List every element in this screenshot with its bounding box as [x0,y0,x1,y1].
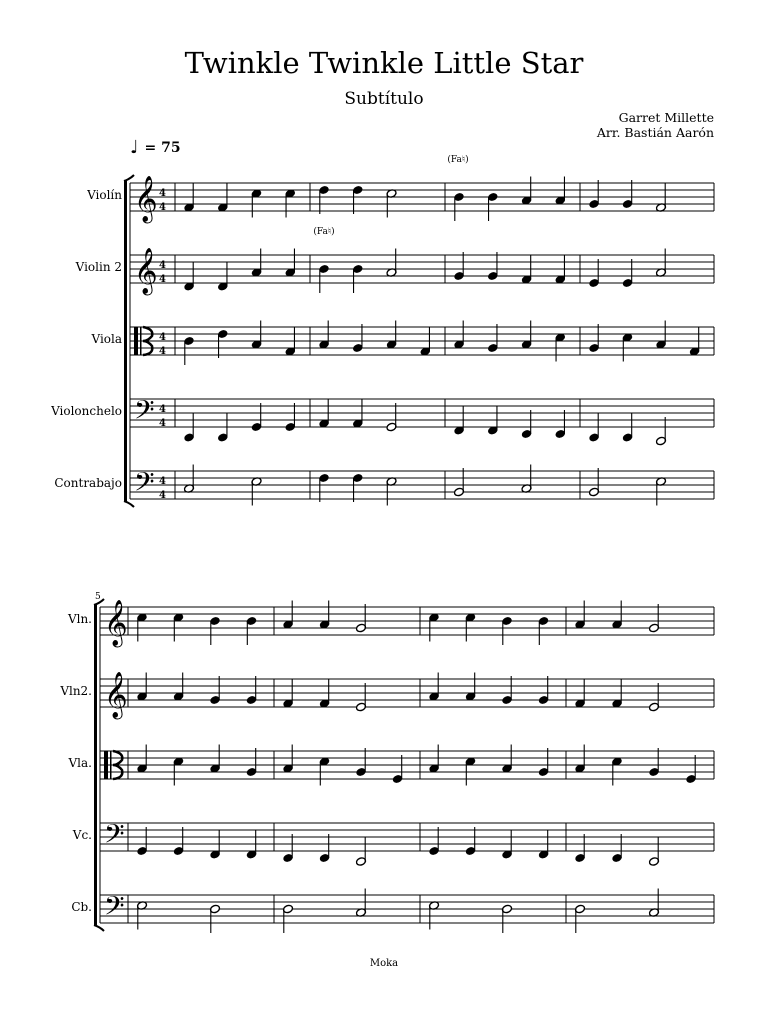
alto-clef-bar [134,327,138,355]
tempo-value: = 75 [144,139,181,156]
time-signature-top: 4 [159,404,166,415]
time-signature-bottom: 4 [159,202,166,213]
bass-clef-icon [134,466,155,504]
treble-clef-icon [104,600,128,648]
time-signature-top: 4 [159,260,166,271]
treble-clef-icon [134,248,158,296]
time-signature-bottom: 4 [159,418,166,429]
alto-clef-bar-thin [140,327,142,355]
treble-clef-icon [104,672,128,720]
measure-number: 5 [95,592,101,602]
accidental-annotation: (Fa♮) [313,227,335,237]
instrument-label: Contrabajo [54,476,122,490]
alto-clef-bar [104,751,108,779]
system-bracket [124,181,127,501]
instrument-label: Cb. [71,900,92,914]
staff [130,177,714,222]
system-2 [59,599,714,933]
instrument-label: Viola [91,332,122,346]
staff [100,745,714,786]
treble-clef-glyph: 𝄞 [134,176,158,222]
bass-clef-icon [134,394,155,432]
bracket-bottom-hook [124,501,134,507]
instrument-label: Vln2. [60,684,92,698]
bass-clef-glyph: 𝄢 [104,890,125,928]
treble-clef-icon [134,176,158,224]
bass-clef-glyph: 𝄢 [134,394,155,432]
footer: Moka [369,958,399,969]
time-signature-bottom: 4 [159,490,166,501]
treble-clef-glyph: 𝄞 [104,600,128,646]
time-signature-top: 4 [159,476,166,487]
accidental-annotation: (Fa♮) [447,155,469,165]
time-signature-top: 4 [159,332,166,343]
staff [100,889,714,934]
bracket-bottom-hook [94,925,104,931]
staff [130,399,714,446]
bass-clef-icon [104,890,125,928]
instrument-label: Vln. [67,612,92,626]
score-subtitle: Subtítulo [344,89,424,109]
instrument-label: Violonchelo [51,404,122,418]
score-title: Twinkle Twinkle Little Star [184,46,584,80]
staff [100,823,714,866]
staff [100,601,714,646]
instrument-label: Violin 2 [75,260,122,274]
staff [130,321,714,366]
alto-clef-bar-thin [110,751,112,779]
treble-clef-glyph: 𝄞 [134,248,158,294]
time-signature-top: 4 [159,188,166,199]
staff [130,249,714,294]
system-bracket [94,605,97,925]
arranger: Arr. Bastián Aarón [596,125,714,140]
staff [100,673,714,712]
quarter-note-icon: ♩ [130,137,139,158]
time-signature-bottom: 4 [159,274,166,285]
composer: Garret Millette [618,110,714,125]
staff [130,465,714,506]
instrument-label: Vc. [72,828,92,842]
system-1 [50,175,714,507]
bass-clef-glyph: 𝄢 [134,466,155,504]
bracket-top-hook [124,175,134,181]
treble-clef-glyph: 𝄞 [104,672,128,718]
time-signature-bottom: 4 [159,346,166,357]
instrument-label: Vla. [68,756,92,770]
bass-clef-glyph: 𝄢 [104,818,125,856]
bass-clef-icon [104,818,125,856]
instrument-label: Violín [87,188,122,202]
